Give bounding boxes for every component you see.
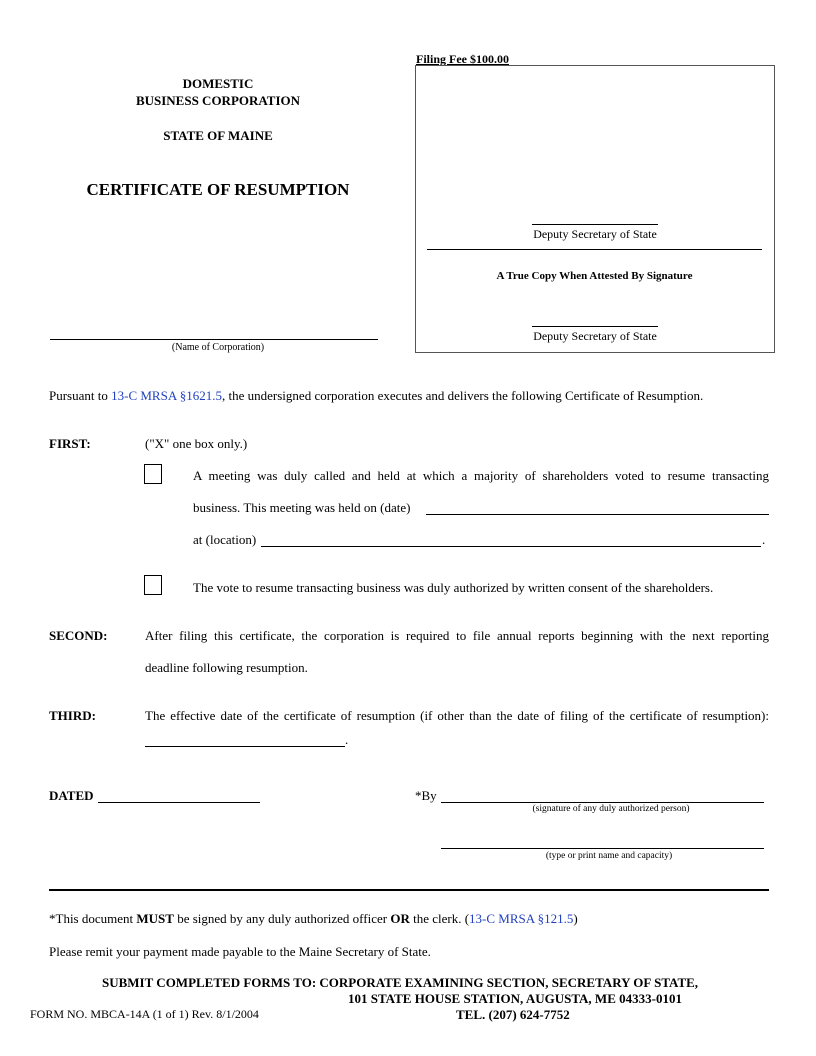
dated-field[interactable]: [98, 802, 260, 803]
deputy-signature-line-2: [532, 326, 658, 327]
option-written-consent-checkbox[interactable]: [144, 575, 162, 595]
form-number: FORM NO. MBCA-14A (1 of 1) Rev. 8/1/2004: [30, 1007, 259, 1021]
header-state: STATE OF MAINE: [163, 128, 273, 143]
submit-address-line-1: SUBMIT COMPLETED FORMS TO: CORPORATE EXAMINING SECTION, SECRETARY OF STATE,: [102, 975, 699, 990]
submit-address-line-2: 101 STATE HOUSE STATION, AUGUSTA, ME 04333-0101: [348, 991, 682, 1006]
intro-before: Pursuant to: [49, 388, 112, 403]
corporation-name-line[interactable]: [50, 339, 378, 340]
note-mid: be signed by any duly authorized officer: [173, 911, 391, 926]
header-line-domestic: DOMESTIC: [182, 76, 254, 91]
printed-name-field[interactable]: [441, 848, 764, 849]
filing-fee: Filing Fee $100.00: [416, 52, 509, 66]
page-title: CERTIFICATE OF RESUMPTION: [86, 180, 350, 199]
option-meeting-text-3: at (location): [193, 532, 257, 547]
meeting-location-field[interactable]: [261, 546, 761, 547]
intro-after: , the undersigned corporation executes and delivers the following Certificate of Resumption.: [222, 388, 704, 403]
filing-stamp-box: [415, 65, 775, 353]
note-close: ): [573, 911, 578, 926]
remit-note: Please remit your payment made payable to the Maine Secretary of State.: [49, 944, 431, 959]
location-period: .: [762, 532, 766, 547]
third-text-1: The effective date of the certificate of resumption (if other than the date of filing of the certificate of resumption):: [145, 708, 769, 723]
effective-date-field[interactable]: [145, 746, 345, 747]
deputy-label-2: Deputy Secretary of State: [533, 329, 657, 343]
printed-name-caption: (type or print name and capacity): [545, 851, 673, 861]
note-post: the clerk. (: [409, 911, 470, 926]
option-written-consent-text: The vote to resume transacting business was duly authorized by written consent of the shareholders.: [193, 580, 714, 595]
signature-field[interactable]: [441, 802, 764, 803]
true-copy-note: A True Copy When Attested By Signature: [496, 270, 693, 282]
option-meeting-text-2: business. This meeting was held on (date): [193, 500, 411, 515]
first-instruction: ("X" one box only.): [145, 436, 248, 451]
deputy-label-1: Deputy Secretary of State: [533, 227, 657, 241]
deputy-signature-line-1: [532, 224, 658, 225]
telephone: TEL. (207) 624-7752: [456, 1007, 570, 1022]
by-label: *By: [415, 788, 437, 803]
statute-link-1621[interactable]: 13-C MRSA §1621.5: [111, 388, 223, 403]
signing-note: [49, 911, 779, 927]
header-line-business-corporation: BUSINESS CORPORATION: [135, 93, 301, 108]
effective-date-period: .: [345, 732, 349, 747]
second-text-1: After filing this certificate, the corporation is required to file annual reports beginning with the next reporting: [145, 628, 769, 643]
corporation-name-caption: (Name of Corporation): [171, 342, 265, 353]
meeting-date-field[interactable]: [426, 514, 769, 515]
signature-caption: (signature of any duly authorized person): [532, 804, 690, 814]
first-label: FIRST:: [49, 436, 91, 451]
dated-label: DATED: [49, 788, 94, 803]
statute-link-121[interactable]: 13-C MRSA §121.5: [469, 911, 574, 926]
note-or: OR: [390, 911, 410, 926]
filing-box-divider: [427, 249, 762, 250]
second-label: SECOND:: [49, 628, 108, 643]
footer-divider: [49, 889, 769, 891]
note-pre: *This document: [49, 911, 137, 926]
option-meeting-checkbox[interactable]: [144, 464, 162, 484]
intro-paragraph: [49, 388, 779, 404]
second-text-2: deadline following resumption.: [145, 660, 308, 675]
note-must: MUST: [136, 911, 174, 926]
option-meeting-text-1: A meeting was duly called and held at which a majority of shareholders voted to resume transacting: [193, 468, 769, 483]
third-label: THIRD:: [49, 708, 96, 723]
